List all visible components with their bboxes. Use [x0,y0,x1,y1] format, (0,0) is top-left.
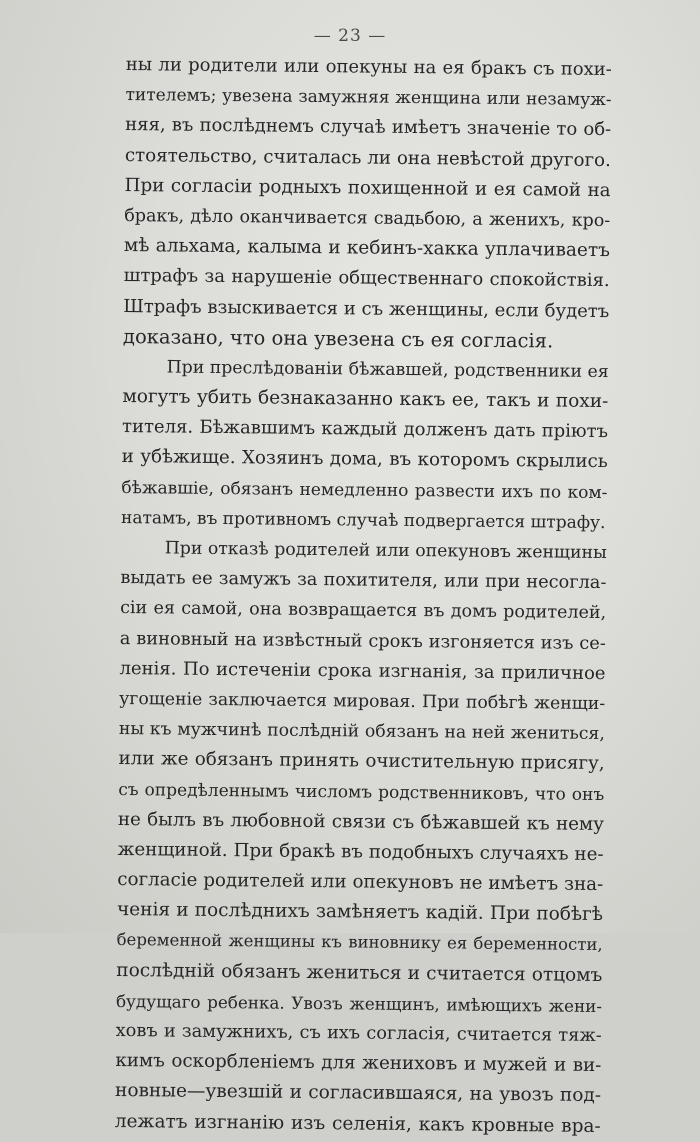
text-line: новные—увезшій и согласившаяся, на увозъ под- [114,1080,602,1107]
paragraph-1 [123,50,612,357]
text-line: съ опредѣленнымъ числомъ родственниковъ, что онъ [118,779,605,805]
text-line: угощеніе заключается мировая. При побѣгѣ женщи- [119,688,606,714]
text-line: ны къ мужчинѣ послѣдній обязанъ на ней жениться, [118,719,605,745]
page-number: — 23 — [313,26,387,46]
text-line: доказано, что она увезена съ ея согласія. [122,324,554,353]
text-line: лежатъ изгнанію изъ селенія, какъ кровные вра- [114,1110,601,1137]
text-line: стоятельство, считалась ли она невѣстой другого. [124,144,611,171]
text-line: Штрафъ взыскивается и съ женщины, если будетъ [123,295,610,322]
text-line: натамъ, въ противномъ случаѣ подвергается штрафу. [120,507,606,533]
text-line: штрафъ за нарушеніе общественнаго спокойствія. [123,265,610,292]
body-text [115,50,612,1142]
text-line: кимъ оскорбленіемъ для жениховъ и мужей и ви- [115,1050,602,1077]
text-line: беременной женщины къ виновнику ея беременности, [116,930,603,955]
text-line: бѣжавшіе, обязанъ немедленно развести ихъ по ком- [121,477,608,503]
text-line: ленія. По истеченіи срока изгнанія, за приличное [119,657,606,684]
text-line: мѣ альхама, калыма и кебинъ-хакка уплачиваетъ [123,235,611,262]
text-line: ховъ и замужнихъ, съ ихъ согласія, считается тяж- [115,1020,602,1047]
text-line: могутъ убить безнаказанно какъ ее, такъ и похи- [122,386,609,413]
paragraph-2 [121,352,609,538]
text-line: а виновный на извѣстный срокъ изгоняется изъ се- [119,628,606,654]
text-line: послѣдній обязанъ жениться и считается отцомъ [116,959,603,986]
text-line: и убѣжище. Хозяинъ дома, въ которомъ скрылись [121,446,608,473]
text-line: тителя. Бѣжавшимъ каждый долженъ дать пріютъ [121,416,609,443]
text-line: При отказѣ родителей или опекуновъ женщины [164,538,607,564]
text-line: женщиной. При бракѣ въ подобныхъ случаяхъ не- [117,838,604,865]
text-line: При преслѣдованіи бѣжавшей, родственники ея [166,357,609,382]
text-line: выдать ее замужъ за похитителя, или при несогла- [120,568,607,594]
text-line: При согласіи родныхъ похищенной и ея самой на [124,174,611,201]
paragraph-3 [115,533,607,1142]
text-line: тителемъ; увезена замужняя женщина или незамуж- [125,85,612,111]
text-line: ченія и послѣднихъ замѣняетъ кадій. При побѣгѣ [116,899,604,926]
text-line: няя, въ послѣднемъ случаѣ имѣетъ значеніе то об- [125,114,612,141]
text-line: бракъ, дѣло оканчивается свадьбою, а женихъ, кро- [124,205,611,232]
text-line: сіи ея самой, она возвращается въ домъ родителей, [120,598,607,624]
text-line: или же обязанъ принять очистительную присягу, [118,748,605,775]
text-line: ны ли родители или опекуны на ея бракъ съ похи- [125,53,612,81]
text-line: будущаго ребенка. Увозъ женщинъ, имѣющихъ жени- [115,990,603,1016]
text-line: согласіе родителей или опекуновъ не имѣетъ зна- [117,869,604,896]
text-line: не былъ въ любовной связи съ бѣжавшей къ нему [117,808,605,835]
